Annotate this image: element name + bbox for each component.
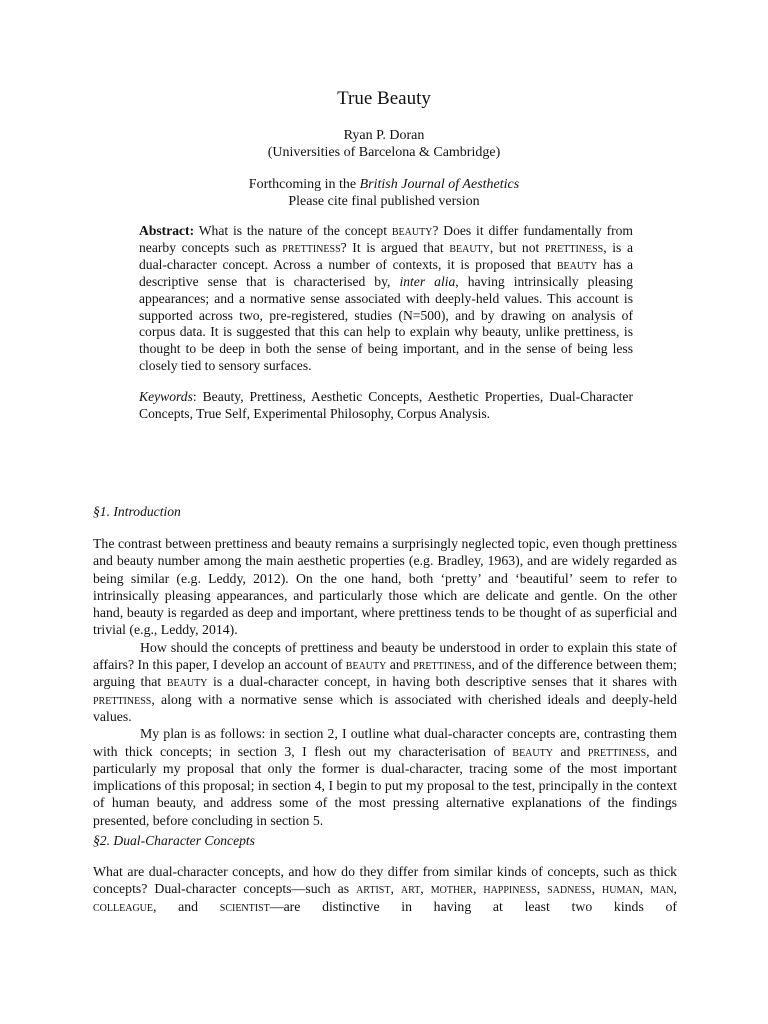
publication-note (0, 176, 768, 210)
abstract: Abstract: What is the nature of the concept beauty? Does it differ fundamentally from nearby concepts such as prettiness? It is argued that beauty, but not prettiness, is a dual-character concept. Across a number of contexts, it is proposed that beauty has a descriptive sense that is characterised by, inter alia, having intrinsically pleasing appearances; and a normative sense associated with deeply-held values. This account is supported across two, pre-registered, studies (N=500), and by drawing on analysis of corpus data. It is suggested that this can help to explain why beauty, unlike prettiness, is thought to be deep in both the sense of being important, and in the sense of being less closely tied to sensory surfaces. (139, 223, 634, 374)
abstract-label: Abstract: (139, 223, 195, 238)
keywords: Keywords: Beauty, Prettiness, Aesthetic Concepts, Aesthetic Properties, Dual-Character Concepts, True Self, Experimental Philosophy, Corpus Analysis. (139, 389, 633, 421)
paragraph: The contrast between prettiness and beauty remains a surprisingly neglected topic, even though prettiness and beauty number among the main aesthetic properties (e.g. Bradley, 1963), and are widely regarded as being similar (e.g. Leddy, 2012). On the one hand, both ‘pretty’ and ‘beautiful’ seem to refer to intrinsically pleasing appearances, and particularly those which are delicate and gentle. On the other hand, beauty is regarded as deep and important, where prettiness tends to be thought of as superficial and trivial (e.g., Leddy, 2014). (93, 536, 677, 638)
paper-title: True Beauty (337, 88, 431, 109)
paragraph: How should the concepts of prettiness and beauty be understood in order to explain this state of affairs? In this paper, I develop an account of beauty and prettiness, and of the difference between them; arguing that beauty is a dual-character concept, in having both descriptive senses that it shares with prettiness, along with a normative sense which is associated with cherished ideals and deeply-held values. (93, 639, 678, 724)
author-affiliation: (Universities of Barcelona & Cambridge) (267, 145, 501, 160)
author-name: Ryan P. Doran (343, 128, 425, 143)
forthcoming-line: Forthcoming in the British Journal of Aesthetics (248, 177, 520, 192)
paragraph: What are dual-character concepts, and how do they differ from similar kinds of concepts, such as thick concepts? Dual-character concepts—such as artist, art, mother, happiness, sadness, human, man, colleague, and scientist—are distinctive in having at least two kinds of (93, 864, 678, 914)
cite-note: Please cite final published version (288, 194, 480, 209)
section-heading-dual-character: §2. Dual-Character Concepts (93, 833, 255, 848)
journal-name: British Journal of Aesthetics (359, 177, 520, 192)
paragraph: My plan is as follows: in section 2, I outline what dual-character concepts are, contrasting them with thick concepts; in section 3, I flesh out my characterisation of beauty and prettiness, and particularly my proposal that only the former is dual-character, tracing some of the most important implications of this proposal; in section 4, I begin to put my proposal to the test, principally in the context of human beauty, and address some of the most pressing alternative explanations of the findings presented, before concluding in section 5. (93, 726, 677, 828)
section-dual-character-body (93, 863, 677, 915)
section-heading-introduction: §1. Introduction (93, 504, 181, 519)
author-block (0, 127, 768, 161)
keywords-label: Keywords (139, 389, 193, 404)
section-introduction-body (93, 535, 677, 829)
